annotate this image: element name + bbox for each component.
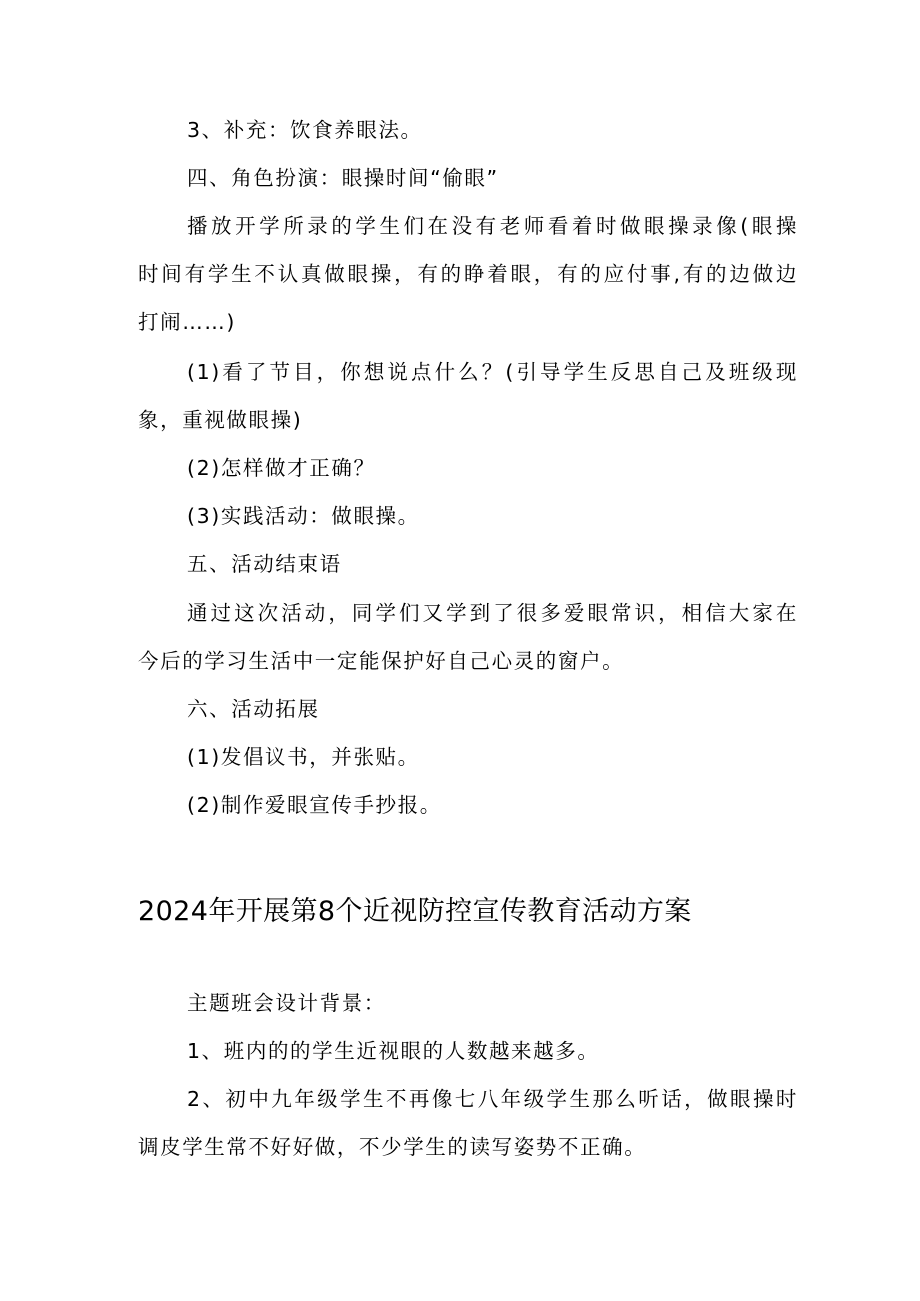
paragraph-diet-eye-care [138,106,798,154]
text-line: 播放开学所录的学生们在没有老师看着时做眼操录像(眼操 [187,214,798,238]
text-line: (3)实践活动：做眼操。 [187,504,420,528]
text-line: 3、补充：饮食养眼法。 [187,118,423,142]
text-line: 通过这次活动，同学们又学到了很多爱眼常识，相信大家在 [187,601,798,625]
paragraph-question-2 [138,444,798,492]
document-heading: 2024年开展第8个近视防控宣传教育活动方案 [138,896,692,927]
paragraph-question-3 [138,492,798,540]
paragraph-play-recording [138,202,798,346]
text-line: 1、班内的的学生近视眼的人数越来越多。 [187,1039,600,1063]
section-closing-title [138,540,798,588]
text-line: 主题班会设计背景： [187,991,386,1015]
paragraph-question-1 [138,348,798,444]
text-line: 时间有学生不认真做眼操，有的睁着眼，有的应付事,有的边做边 [138,262,798,286]
section-extension-title [138,685,798,733]
paragraph-extension-1 [138,733,798,781]
text-line: 五、活动结束语 [187,552,342,576]
text-line: (2)制作爱眼宣传手抄报。 [187,793,442,817]
paragraph-background-title [138,979,798,1027]
paragraph-extension-2 [138,781,798,829]
paragraph-background-item-1 [138,1027,798,1075]
paragraph-closing [138,589,798,685]
text-line: 打闹……) [138,310,236,334]
section-role-play-title [138,154,798,202]
text-line: 调皮学生常不好好做，不少学生的读写姿势不正确。 [138,1135,647,1159]
text-line: 六、活动拓展 [187,697,320,721]
text-line: (2)怎样做才正确？ [187,456,376,480]
text-line: 2、初中九年级学生不再像七八年级学生那么听话，做眼操时 [187,1087,798,1111]
text-line: 四、角色扮演：眼操时间“偷眼” [187,166,499,190]
text-line: 今后的学习生活中一定能保护好自己心灵的窗户。 [138,649,625,673]
text-line: 象，重视做眼操) [138,408,303,432]
paragraph-background-item-2 [138,1075,798,1171]
text-line: (1)看了节目，你想说点什么？(引导学生反思自己及班级现 [187,360,798,384]
text-line: (1)发倡议书，并张贴。 [187,745,420,769]
